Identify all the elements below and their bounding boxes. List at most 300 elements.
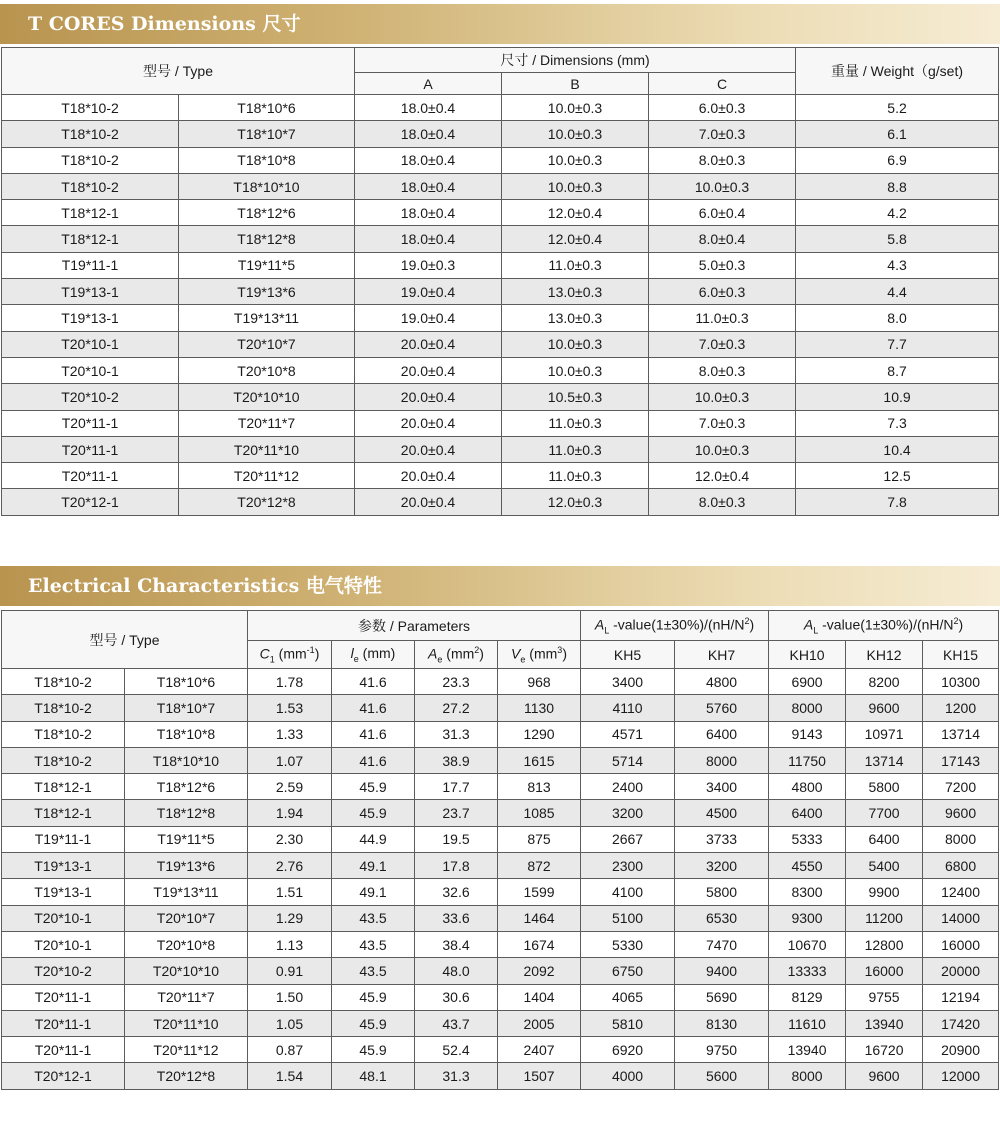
al-kh7-cell: 8130 — [675, 1010, 769, 1036]
header-weight: 重量 / Weight（g/set) — [796, 48, 999, 95]
dim-a-cell: 20.0±0.4 — [355, 410, 502, 436]
table-row — [2, 1037, 999, 1063]
al-kh7-cell: 9750 — [675, 1037, 769, 1063]
series-cell: T20*10-1 — [2, 357, 179, 383]
le-cell: 49.1 — [332, 879, 415, 905]
al-kh10-cell: 10670 — [769, 931, 846, 957]
table-row — [2, 305, 999, 331]
al-kh12-cell: 12800 — [846, 931, 923, 957]
al-kh15-cell: 7200 — [923, 774, 999, 800]
ae-cell: 23.7 — [415, 800, 498, 826]
table-row — [2, 879, 999, 905]
le-cell: 43.5 — [332, 905, 415, 931]
type-cell: T20*10*7 — [125, 905, 248, 931]
dim-b-cell: 10.0±0.3 — [502, 95, 649, 121]
le-symbol: l — [350, 645, 354, 662]
dim-a-cell: 20.0±0.4 — [355, 331, 502, 357]
al-kh5-cell: 5714 — [581, 747, 675, 773]
al-kh15-cell: 20900 — [923, 1037, 999, 1063]
ae-subscript: e — [437, 654, 443, 665]
ae-close: ) — [479, 645, 484, 662]
type-cell: T18*10*8 — [179, 147, 355, 173]
al-kh7-cell: 6530 — [675, 905, 769, 931]
type-cell: T20*10*8 — [125, 931, 248, 957]
ae-unit: (mm — [442, 645, 475, 662]
le-cell: 45.9 — [332, 1037, 415, 1063]
ve-cell: 968 — [498, 669, 581, 695]
type-cell: T19*13*6 — [125, 853, 248, 879]
ve-cell: 1615 — [498, 747, 581, 773]
c1-cell: 2.76 — [248, 853, 332, 879]
table-row — [2, 226, 999, 252]
type-cell: T19*11*5 — [125, 826, 248, 852]
series-cell: T18*10-2 — [2, 669, 125, 695]
al-kh10-cell: 8300 — [769, 879, 846, 905]
dim-b-cell: 11.0±0.3 — [502, 252, 649, 278]
al-kh10-cell: 13333 — [769, 958, 846, 984]
dim-a-cell: 18.0±0.4 — [355, 226, 502, 252]
al-kh15-cell: 12400 — [923, 879, 999, 905]
weight-cell: 4.3 — [796, 252, 999, 278]
le-cell: 43.5 — [332, 958, 415, 984]
table-row — [2, 774, 999, 800]
table-row — [2, 436, 999, 462]
al-kh10-cell: 13940 — [769, 1037, 846, 1063]
al-kh12-cell: 5400 — [846, 853, 923, 879]
al-superscript: 2 — [744, 615, 750, 626]
al-kh7-cell: 5800 — [675, 879, 769, 905]
type-cell: T18*10*6 — [179, 95, 355, 121]
al-kh5-cell: 4571 — [581, 721, 675, 747]
ae-cell: 27.2 — [415, 695, 498, 721]
dim-b-cell: 10.0±0.3 — [502, 357, 649, 383]
c1-cell: 1.05 — [248, 1010, 332, 1036]
le-cell: 44.9 — [332, 826, 415, 852]
table-row — [2, 1063, 999, 1089]
type-cell: T18*10*7 — [125, 695, 248, 721]
al-kh5-cell: 6920 — [581, 1037, 675, 1063]
type-cell: T20*10*10 — [125, 958, 248, 984]
weight-cell: 10.9 — [796, 384, 999, 410]
c1-cell: 1.53 — [248, 695, 332, 721]
series-cell: T18*10-2 — [2, 747, 125, 773]
ve-cell: 1130 — [498, 695, 581, 721]
electrical-table — [1, 610, 999, 1090]
al-kh10-cell: 8129 — [769, 984, 846, 1010]
ve-symbol: V — [511, 645, 521, 662]
series-cell: T20*10-1 — [2, 905, 125, 931]
ve-subscript: e — [520, 654, 526, 665]
al-kh7-cell: 5600 — [675, 1063, 769, 1089]
al-kh7-cell: 5690 — [675, 984, 769, 1010]
series-cell: T18*12-1 — [2, 200, 179, 226]
c1-symbol: C — [259, 645, 270, 662]
table-row — [2, 958, 999, 984]
al-kh10-cell: 6900 — [769, 669, 846, 695]
c1-cell: 1.94 — [248, 800, 332, 826]
dim-b-cell: 11.0±0.3 — [502, 463, 649, 489]
c1-cell: 1.07 — [248, 747, 332, 773]
series-cell: T20*12-1 — [2, 489, 179, 515]
al-kh5-cell: 3200 — [581, 800, 675, 826]
series-cell: T19*11-1 — [2, 826, 125, 852]
table-row — [2, 695, 999, 721]
header-ae — [415, 641, 498, 669]
al-kh12-cell: 9900 — [846, 879, 923, 905]
header-le — [332, 641, 415, 669]
weight-cell: 12.5 — [796, 463, 999, 489]
header-col-b: B — [502, 73, 649, 95]
c1-cell: 2.59 — [248, 774, 332, 800]
section-title-dimensions: T CORES Dimensions 尺寸 — [0, 4, 1000, 44]
series-cell: T18*10-2 — [2, 95, 179, 121]
dim-a-cell: 19.0±0.4 — [355, 279, 502, 305]
series-cell: T20*11-1 — [2, 436, 179, 462]
header-col-a: A — [355, 73, 502, 95]
header-material-kh5: KH5 — [581, 641, 675, 669]
weight-cell: 6.1 — [796, 121, 999, 147]
series-cell: T20*11-1 — [2, 463, 179, 489]
table-row — [2, 121, 999, 147]
al-kh15-cell: 10300 — [923, 669, 999, 695]
le-cell: 41.6 — [332, 669, 415, 695]
dim-c-cell: 8.0±0.3 — [649, 357, 796, 383]
dim-c-cell: 8.0±0.3 — [649, 489, 796, 515]
table-row — [2, 200, 999, 226]
dim-b-cell: 10.0±0.3 — [502, 121, 649, 147]
series-cell: T20*12-1 — [2, 1063, 125, 1089]
c1-cell: 1.54 — [248, 1063, 332, 1089]
dim-a-cell: 20.0±0.4 — [355, 436, 502, 462]
ve-cell: 2407 — [498, 1037, 581, 1063]
dim-c-cell: 6.0±0.3 — [649, 95, 796, 121]
al-kh5-cell: 5100 — [581, 905, 675, 931]
al-text: -value(1±30%)/(nH/N — [818, 616, 954, 633]
al-kh12-cell: 7700 — [846, 800, 923, 826]
al-kh15-cell: 6800 — [923, 853, 999, 879]
ve-cell: 1085 — [498, 800, 581, 826]
dim-b-cell: 10.0±0.3 — [502, 331, 649, 357]
ae-cell: 43.7 — [415, 1010, 498, 1036]
ae-cell: 17.8 — [415, 853, 498, 879]
series-cell: T20*11-1 — [2, 410, 179, 436]
al-kh12-cell: 10971 — [846, 721, 923, 747]
header-type: 型号 / Type — [2, 611, 248, 669]
table-row — [2, 905, 999, 931]
type-cell: T20*10*8 — [179, 357, 355, 383]
dim-a-cell: 20.0±0.4 — [355, 357, 502, 383]
header-al-value-2 — [769, 611, 999, 641]
dim-c-cell: 10.0±0.3 — [649, 436, 796, 462]
al-kh7-cell: 5760 — [675, 695, 769, 721]
table-row — [2, 95, 999, 121]
dimensions-table — [1, 47, 999, 516]
table-row — [2, 931, 999, 957]
dim-b-cell: 12.0±0.4 — [502, 200, 649, 226]
ve-cell: 1599 — [498, 879, 581, 905]
al-kh7-cell: 6400 — [675, 721, 769, 747]
type-cell: T20*11*12 — [179, 463, 355, 489]
al-superscript: 2 — [953, 615, 959, 626]
al-kh5-cell: 4000 — [581, 1063, 675, 1089]
ve-cell: 2005 — [498, 1010, 581, 1036]
le-cell: 41.6 — [332, 747, 415, 773]
dim-b-cell: 10.0±0.3 — [502, 147, 649, 173]
al-subscript: L — [604, 625, 610, 636]
al-kh15-cell: 9600 — [923, 800, 999, 826]
al-kh10-cell: 5333 — [769, 826, 846, 852]
al-kh12-cell: 11200 — [846, 905, 923, 931]
al-kh15-cell: 17143 — [923, 747, 999, 773]
ve-cell: 1290 — [498, 721, 581, 747]
c1-cell: 1.33 — [248, 721, 332, 747]
ae-cell: 38.4 — [415, 931, 498, 957]
le-cell: 43.5 — [332, 931, 415, 957]
al-kh7-cell: 3400 — [675, 774, 769, 800]
table-row — [2, 463, 999, 489]
dim-b-cell: 12.0±0.3 — [502, 489, 649, 515]
al-kh15-cell: 13714 — [923, 721, 999, 747]
dim-c-cell: 6.0±0.4 — [649, 200, 796, 226]
ve-cell: 1404 — [498, 984, 581, 1010]
al-kh5-cell: 2300 — [581, 853, 675, 879]
type-cell: T18*12*6 — [125, 774, 248, 800]
al-kh10-cell: 4550 — [769, 853, 846, 879]
al-kh15-cell: 8000 — [923, 826, 999, 852]
al-symbol: A — [594, 616, 605, 633]
series-cell: T20*11-1 — [2, 1037, 125, 1063]
c1-cell: 0.87 — [248, 1037, 332, 1063]
weight-cell: 5.2 — [796, 95, 999, 121]
al-kh10-cell: 11750 — [769, 747, 846, 773]
type-cell: T20*11*12 — [125, 1037, 248, 1063]
series-cell: T19*13-1 — [2, 279, 179, 305]
dim-c-cell: 12.0±0.4 — [649, 463, 796, 489]
al-kh7-cell: 4500 — [675, 800, 769, 826]
al-kh15-cell: 16000 — [923, 931, 999, 957]
header-ve — [498, 641, 581, 669]
le-cell: 45.9 — [332, 800, 415, 826]
ae-cell: 30.6 — [415, 984, 498, 1010]
al-kh15-cell: 14000 — [923, 905, 999, 931]
dim-c-cell: 10.0±0.3 — [649, 384, 796, 410]
series-cell: T20*10-1 — [2, 931, 125, 957]
table-row — [2, 252, 999, 278]
series-cell: T20*11-1 — [2, 984, 125, 1010]
al-kh15-cell: 12194 — [923, 984, 999, 1010]
le-cell: 41.6 — [332, 721, 415, 747]
dim-c-cell: 10.0±0.3 — [649, 173, 796, 199]
le-cell: 45.9 — [332, 984, 415, 1010]
dim-a-cell: 18.0±0.4 — [355, 121, 502, 147]
type-cell: T20*11*10 — [179, 436, 355, 462]
ve-cell: 2092 — [498, 958, 581, 984]
al-kh7-cell: 3733 — [675, 826, 769, 852]
al-kh12-cell: 6400 — [846, 826, 923, 852]
series-cell: T18*12-1 — [2, 226, 179, 252]
table-row — [2, 747, 999, 773]
dim-a-cell: 18.0±0.4 — [355, 173, 502, 199]
dim-a-cell: 20.0±0.4 — [355, 489, 502, 515]
series-cell: T20*10-1 — [2, 331, 179, 357]
series-cell: T19*11-1 — [2, 252, 179, 278]
type-cell: T20*11*10 — [125, 1010, 248, 1036]
type-cell: T18*10*10 — [179, 173, 355, 199]
table-row — [2, 721, 999, 747]
al-kh7-cell: 4800 — [675, 669, 769, 695]
al-kh10-cell: 9143 — [769, 721, 846, 747]
al-kh5-cell: 6750 — [581, 958, 675, 984]
c1-cell: 0.91 — [248, 958, 332, 984]
ae-cell: 38.9 — [415, 747, 498, 773]
table-row — [2, 826, 999, 852]
dim-a-cell: 19.0±0.4 — [355, 305, 502, 331]
ve-cell: 1464 — [498, 905, 581, 931]
table-row — [2, 489, 999, 515]
le-cell: 41.6 — [332, 695, 415, 721]
type-cell: T18*10*6 — [125, 669, 248, 695]
type-cell: T20*11*7 — [125, 984, 248, 1010]
al-kh5-cell: 2400 — [581, 774, 675, 800]
al-kh15-cell: 1200 — [923, 695, 999, 721]
ve-cell: 1507 — [498, 1063, 581, 1089]
al-symbol: A — [803, 616, 814, 633]
series-cell: T18*10-2 — [2, 147, 179, 173]
ve-unit: (mm — [525, 645, 558, 662]
table-row — [2, 357, 999, 383]
ae-cell: 17.7 — [415, 774, 498, 800]
type-cell: T18*10*8 — [125, 721, 248, 747]
c1-cell: 1.78 — [248, 669, 332, 695]
al-kh12-cell: 16720 — [846, 1037, 923, 1063]
dim-a-cell: 19.0±0.3 — [355, 252, 502, 278]
al-kh10-cell: 8000 — [769, 1063, 846, 1089]
dim-a-cell: 18.0±0.4 — [355, 200, 502, 226]
type-cell: T18*10*10 — [125, 747, 248, 773]
ae-cell: 31.3 — [415, 721, 498, 747]
al-kh10-cell: 8000 — [769, 695, 846, 721]
al-kh7-cell: 3200 — [675, 853, 769, 879]
le-cell: 45.9 — [332, 1010, 415, 1036]
weight-cell: 7.7 — [796, 331, 999, 357]
table-row — [2, 853, 999, 879]
al-kh12-cell: 13940 — [846, 1010, 923, 1036]
dim-b-cell: 11.0±0.3 — [502, 436, 649, 462]
header-col-c: C — [649, 73, 796, 95]
dim-b-cell: 12.0±0.4 — [502, 226, 649, 252]
al-kh7-cell: 8000 — [675, 747, 769, 773]
table-row — [2, 173, 999, 199]
ve-close: ) — [562, 645, 567, 662]
al-kh12-cell: 16000 — [846, 958, 923, 984]
c1-cell: 1.13 — [248, 931, 332, 957]
section-title-electrical: Electrical Characteristics 电气特性 — [0, 566, 1000, 606]
type-cell: T20*10*7 — [179, 331, 355, 357]
table-row — [2, 384, 999, 410]
al-kh7-cell: 7470 — [675, 931, 769, 957]
dim-c-cell: 7.0±0.3 — [649, 331, 796, 357]
ae-superscript: 2 — [474, 644, 480, 655]
dim-c-cell: 6.0±0.3 — [649, 279, 796, 305]
weight-cell: 7.8 — [796, 489, 999, 515]
series-cell: T19*13-1 — [2, 853, 125, 879]
weight-cell: 6.9 — [796, 147, 999, 173]
type-cell: T19*13*11 — [179, 305, 355, 331]
dim-a-cell: 20.0±0.4 — [355, 384, 502, 410]
dim-c-cell: 8.0±0.3 — [649, 147, 796, 173]
c1-subscript: 1 — [269, 654, 275, 665]
table-row — [2, 279, 999, 305]
weight-cell: 7.3 — [796, 410, 999, 436]
type-cell: T19*13*6 — [179, 279, 355, 305]
dim-b-cell: 11.0±0.3 — [502, 410, 649, 436]
header-type: 型号 / Type — [2, 48, 355, 95]
ve-cell: 875 — [498, 826, 581, 852]
al-kh5-cell: 5330 — [581, 931, 675, 957]
series-cell: T20*10-2 — [2, 958, 125, 984]
dim-a-cell: 18.0±0.4 — [355, 95, 502, 121]
series-cell: T18*12-1 — [2, 800, 125, 826]
table-row — [2, 984, 999, 1010]
weight-cell: 4.4 — [796, 279, 999, 305]
ae-cell: 31.3 — [415, 1063, 498, 1089]
al-kh5-cell: 2667 — [581, 826, 675, 852]
al-kh5-cell: 4100 — [581, 879, 675, 905]
type-cell: T20*10*10 — [179, 384, 355, 410]
le-unit: (mm) — [358, 645, 396, 662]
header-material-kh15: KH15 — [923, 641, 999, 669]
al-kh10-cell: 9300 — [769, 905, 846, 931]
header-al-value-1 — [581, 611, 769, 641]
series-cell: T18*10-2 — [2, 721, 125, 747]
weight-cell: 8.0 — [796, 305, 999, 331]
series-cell: T20*10-2 — [2, 384, 179, 410]
header-material-kh7: KH7 — [675, 641, 769, 669]
al-kh10-cell: 6400 — [769, 800, 846, 826]
c1-cell: 2.30 — [248, 826, 332, 852]
type-cell: T18*10*7 — [179, 121, 355, 147]
al-kh12-cell: 8200 — [846, 669, 923, 695]
dim-c-cell: 8.0±0.4 — [649, 226, 796, 252]
c1-unit: (mm — [274, 645, 307, 662]
ae-cell: 32.6 — [415, 879, 498, 905]
dim-a-cell: 18.0±0.4 — [355, 147, 502, 173]
table-row — [2, 331, 999, 357]
c1-superscript: -1 — [306, 644, 315, 655]
type-cell: T20*12*8 — [179, 489, 355, 515]
al-text: -value(1±30%)/(nH/N — [609, 616, 745, 633]
al-kh12-cell: 9600 — [846, 1063, 923, 1089]
type-cell: T20*11*7 — [179, 410, 355, 436]
series-cell: T19*13-1 — [2, 879, 125, 905]
ae-cell: 48.0 — [415, 958, 498, 984]
dim-c-cell: 11.0±0.3 — [649, 305, 796, 331]
weight-cell: 4.2 — [796, 200, 999, 226]
weight-cell: 8.8 — [796, 173, 999, 199]
type-cell: T18*12*6 — [179, 200, 355, 226]
series-cell: T18*10-2 — [2, 173, 179, 199]
table-row — [2, 1010, 999, 1036]
series-cell: T18*10-2 — [2, 695, 125, 721]
ae-cell: 33.6 — [415, 905, 498, 931]
al-kh5-cell: 3400 — [581, 669, 675, 695]
al-close: ) — [749, 616, 755, 633]
dim-a-cell: 20.0±0.4 — [355, 463, 502, 489]
ve-superscript: 3 — [557, 644, 563, 655]
al-kh15-cell: 12000 — [923, 1063, 999, 1089]
al-kh10-cell: 11610 — [769, 1010, 846, 1036]
al-kh12-cell: 5800 — [846, 774, 923, 800]
